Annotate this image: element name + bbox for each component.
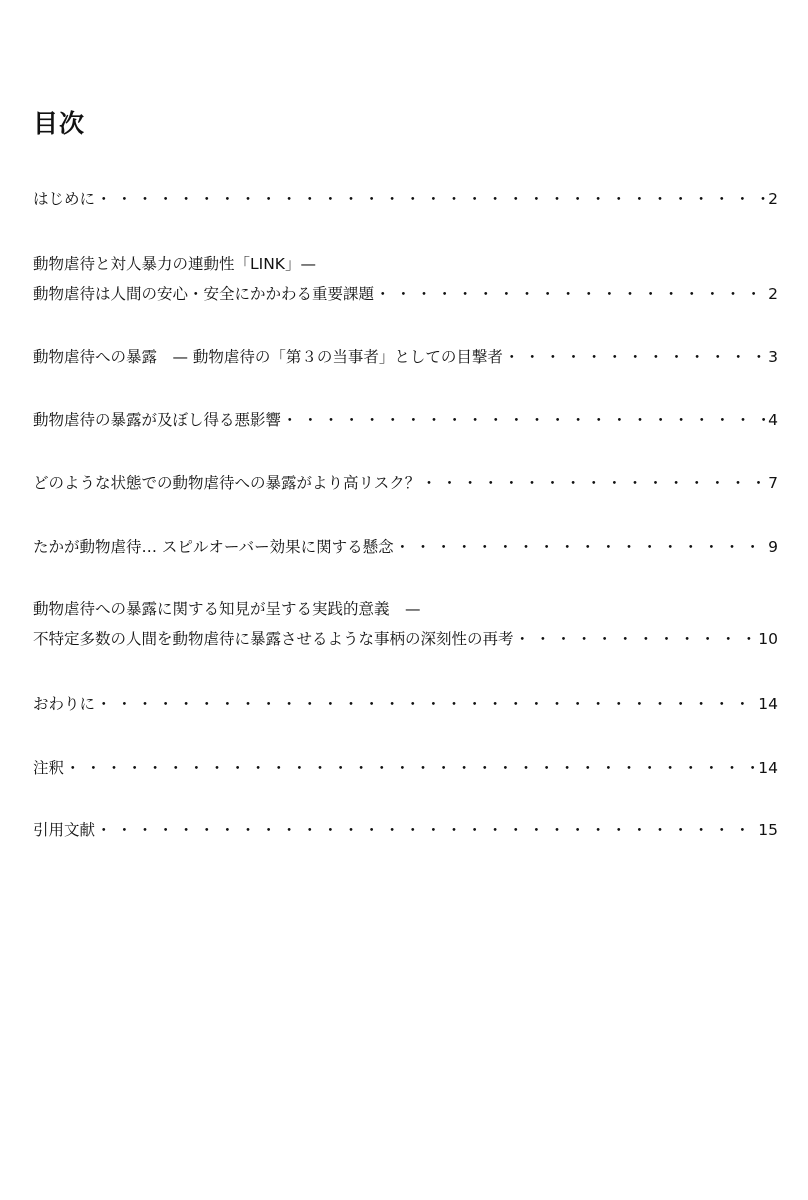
toc-title: 目次 — [33, 109, 86, 138]
toc-page-number: 2 — [768, 190, 778, 208]
toc-entry-title: 動物虐待への暴露に関する知見が呈する実践的意義 — — [33, 600, 421, 618]
toc-entry-line — [33, 184, 778, 214]
dot-leader — [394, 532, 767, 562]
toc-entry-title: 動物虐待への暴露 — 動物虐待の「第３の当事者」としての目撃者 — [33, 348, 503, 366]
toc-entry-line — [33, 624, 778, 654]
toc-page-number: 14 — [758, 759, 778, 777]
toc-entry-title: はじめに — [33, 190, 96, 208]
toc-page-number: 10 — [758, 630, 778, 648]
toc-entry[interactable] — [33, 405, 778, 435]
toc-page-number: 15 — [758, 821, 778, 839]
toc-page-number: 9 — [768, 538, 778, 556]
toc-entry[interactable] — [33, 532, 778, 562]
toc-entry-title-continued: 動物虐待は人間の安心・安全にかかわる重要課題 — [33, 285, 375, 303]
toc-entry-title: 動物虐待の暴露が及ぼし得る悪影響 — [33, 411, 282, 429]
dot-leader — [514, 624, 758, 654]
toc-entry-line — [33, 249, 778, 279]
toc-entry[interactable] — [33, 815, 778, 845]
dot-leader — [95, 815, 757, 845]
toc-page-number: 7 — [768, 474, 778, 492]
dot-leader — [95, 689, 757, 719]
toc-entry[interactable] — [33, 342, 778, 372]
toc-entry-title-continued: 不特定多数の人間を動物虐待に暴露させるような事柄の深刻性の再考 — [33, 630, 514, 648]
toc-entry-line — [33, 405, 778, 435]
dot-leader — [503, 342, 767, 372]
toc-entry-title: 注釈 — [33, 759, 65, 777]
toc-entry-line — [33, 689, 778, 719]
toc-entry[interactable] — [33, 249, 778, 309]
dot-leader — [95, 184, 767, 214]
toc-page-number: 2 — [768, 285, 778, 303]
toc-entry-title: 引用文献 — [33, 821, 96, 839]
dot-leader — [420, 468, 767, 498]
toc-entry[interactable] — [33, 468, 778, 498]
dot-leader — [374, 279, 767, 309]
toc-entry-line — [33, 753, 778, 783]
toc-entry-line — [33, 279, 778, 309]
toc-entry-line — [33, 532, 778, 562]
toc-entry-line — [33, 815, 778, 845]
toc-entry-title: たかが動物虐待… スピルオーバー効果に関する懸念 — [33, 538, 394, 556]
dot-leader — [281, 405, 767, 435]
toc-entry[interactable] — [33, 184, 778, 214]
toc-entry-line — [33, 594, 778, 624]
toc-page-number: 4 — [768, 411, 778, 429]
toc-page-number: 14 — [758, 695, 778, 713]
toc-entry-line — [33, 342, 778, 372]
toc-entry[interactable] — [33, 753, 778, 783]
toc-entry-title: どのような状態での動物虐待への暴露がより高リスク？ — [33, 474, 421, 492]
toc-page-number: 3 — [768, 348, 778, 366]
toc-entry-line — [33, 468, 778, 498]
toc-entry-title: おわりに — [33, 695, 96, 713]
dot-leader — [64, 753, 757, 783]
toc-entry-title: 動物虐待と対人暴力の連動性「LINK」— — [33, 255, 316, 273]
toc-entry[interactable] — [33, 689, 778, 719]
toc-entry[interactable] — [33, 594, 778, 654]
